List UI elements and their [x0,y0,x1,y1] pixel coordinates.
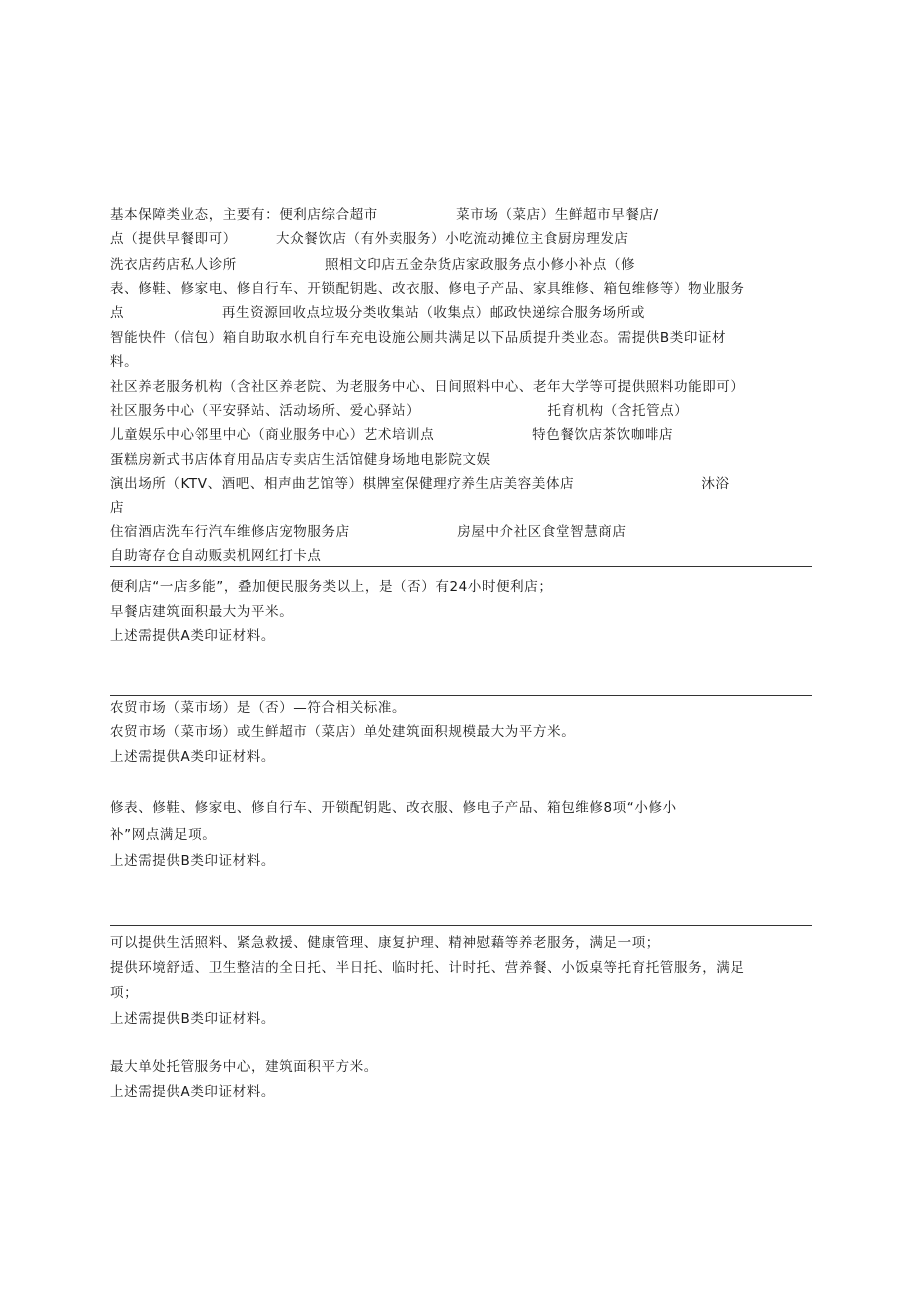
text-line: 点 再生资源回收点垃圾分类收集站（收集点）邮政快递综合服务场所或 [110,305,645,321]
text-line: 表、修鞋、修家电、修自行车、开锁配钥匙、改衣服、修电子产品、家具维修、箱包维修等）物业服务 [110,281,745,297]
section-divider [110,695,812,696]
text-line: 上述需提供B类印证材料。 [110,1011,275,1027]
text-line: 店 [110,500,125,516]
text-line: 社区服务中心（平安驿站、活动场所、爱心驿站） 托育机构（含托管点） [110,403,689,419]
text-line: 料。 [110,354,139,370]
text-line: 修表、修鞋、修家电、修自行车、开锁配钥匙、改衣服、修电子产品、箱包维修8项“小修小 [110,800,677,816]
text-line: 住宿酒店洗车行汽车维修店宠物服务店 房屋中介社区食堂智慧商店 [110,524,627,540]
text-line: 点（提供早餐即可） 大众餐饮店（有外卖服务）小吃流动摊位主食厨房理发店 [110,231,629,247]
text-line: 上述需提供B类印证材料。 [110,853,275,869]
text-line: 蛋糕房新式书店体育用品店专卖店生活馆健身场地电影院文娱 [110,452,491,468]
text-line: 演出场所（KTV、酒吧、相声曲艺馆等）棋牌室保健理疗养生店美容美体店 沐浴 [110,476,730,492]
text-line: 补”网点满足项。 [110,827,217,843]
text-line: 洗衣店药店私人诊所 照相文印店五金杂货店家政服务点小修小补点（修 [110,257,636,273]
text-line: 基本保障类业态，主要有：便利店综合超市 菜市场（菜店）生鲜超市早餐店/ [110,207,659,223]
text-line: 儿童娱乐中心邻里中心（商业服务中心）艺术培训点 特色餐饮店茶饮咖啡店 [110,427,674,443]
text-line: 早餐店建筑面积最大为平米。 [110,604,294,620]
text-line: 最大单处托管服务中心，建筑面积平方米。 [110,1059,378,1075]
section-divider [110,925,812,926]
text-line: 智能快件（信包）箱自助取水机自行车充电设施公厕共满足以下品质提升类业态。需提供B类印证材 [110,330,727,346]
text-line: 社区养老服务机构（含社区养老院、为老服务中心、日间照料中心、老年大学等可提供照料功能即可） [110,379,745,395]
text-line: 自助寄存仓自动贩卖机网红打卡点 [110,548,322,564]
text-line: 农贸市场（菜市场）或生鲜超市（菜店）单处建筑面积规模最大为平方米。 [110,724,576,740]
text-line: 可以提供生活照料、紧急救援、健康管理、康复护理、精神慰藉等养老服务，满足一项； [110,935,660,951]
text-line: 上述需提供A类印证材料。 [110,749,275,765]
text-line: 上述需提供A类印证材料。 [110,1084,275,1100]
text-line: 农贸市场（菜市场）是（否）—符合相关标准。 [110,700,407,716]
text-line: 项； [110,985,139,1001]
section-divider [110,566,812,567]
text-line: 上述需提供A类印证材料。 [110,628,275,644]
text-line: 提供环境舒适、卫生整洁的全日托、半日托、临时托、计时托、营养餐、小饭桌等托育托管服务，满足 [110,960,745,976]
text-line: 便利店“一店多能”，叠加便民服务类以上，是（否）有24小时便利店； [110,579,553,595]
